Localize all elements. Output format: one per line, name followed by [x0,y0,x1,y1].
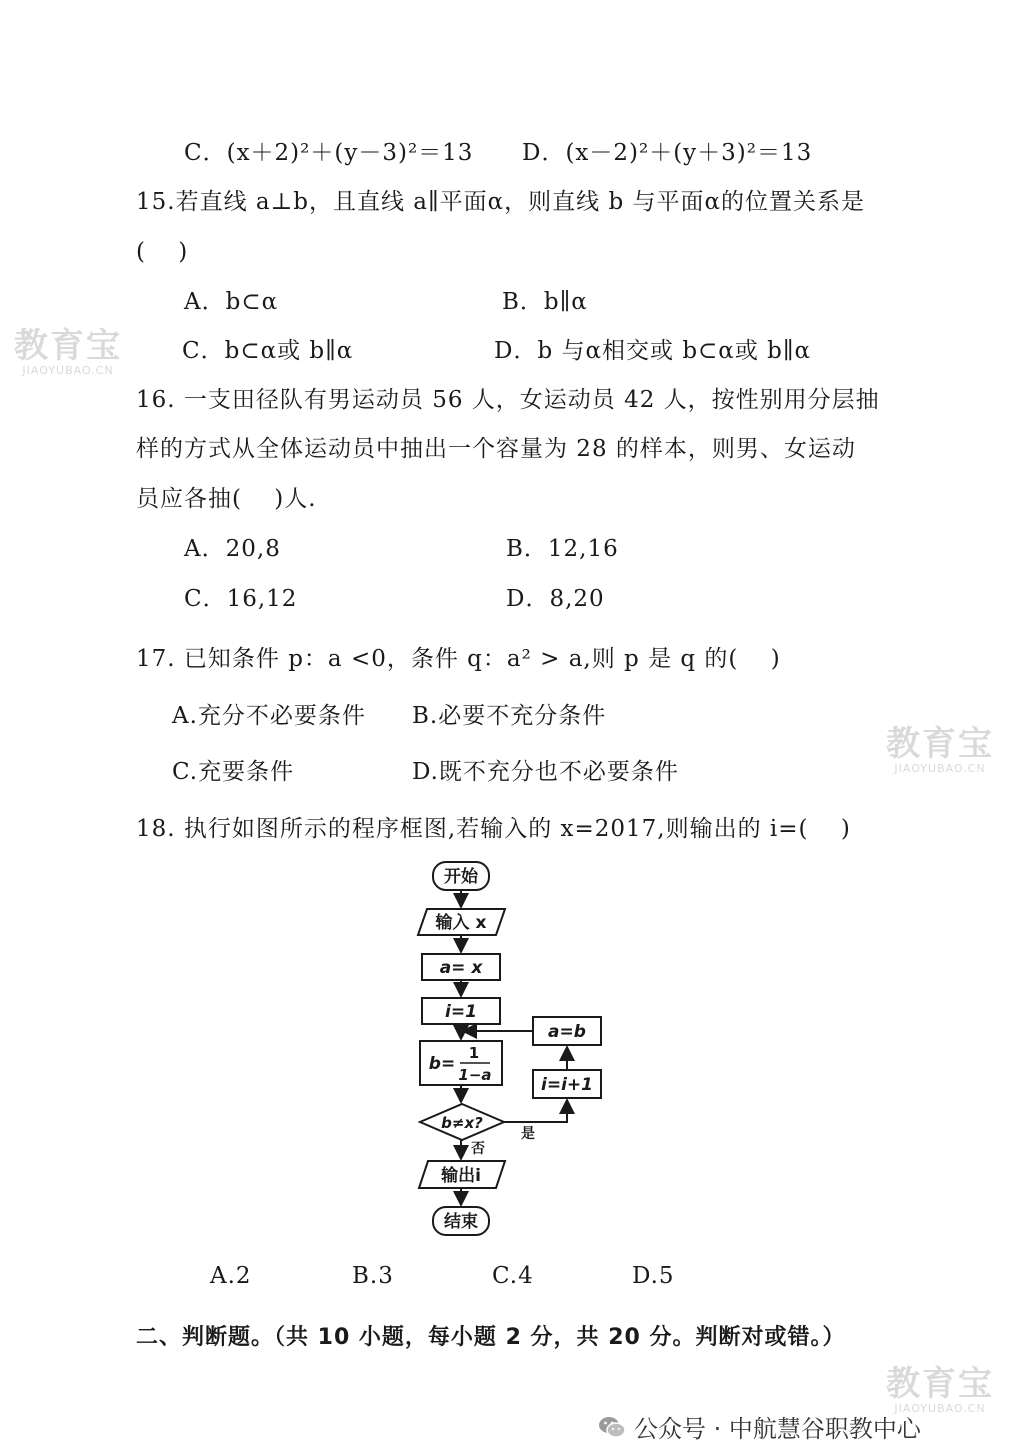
q15-option-a: A．b⊂α [184,289,279,315]
flow-yes-label: 是 [521,1126,535,1142]
flow-init-i-text: i=1 [445,1002,477,1022]
q17-option-c: C.充要条件 [172,759,295,785]
q16-line3: 员应各抽( )人. [136,486,317,512]
q15-paren: ( ) [136,239,189,265]
q15-option-b: B．b∥α [502,289,588,315]
q16-option-c: C．16,12 [184,586,298,612]
q18-option-b: B.3 [352,1263,394,1289]
q17-option-b: B.必要不充分条件 [412,703,607,729]
flow-output-text: 输出i [441,1166,481,1186]
q16-line1: 16. 一支田径队有男运动员 56 人，女运动员 42 人，按性别用分层抽 [136,387,880,413]
flow-assign-a-text: a= x [439,958,483,978]
flow-update-text: a=b [548,1022,586,1042]
q16-option-d: D．8,20 [506,586,605,612]
flow-b-numerator: 1 [468,1044,480,1062]
q15-stem: 15.若直线 a⊥b，且直线 a∥平面α，则直线 b 与平面α的位置关系是 [136,189,866,215]
flow-start-text: 开始 [444,867,478,887]
wechat-icon [598,1415,626,1439]
flow-decision-text: b≠x? [441,1114,483,1132]
q16-line2: 样的方式从全体运动员中抽出一个容量为 28 的样本，则男、女运动 [136,436,856,462]
section-2-heading: 二、判断题。（共 10 小题，每小题 2 分，共 20 分。判断对或错。） [136,1325,846,1350]
q17-stem: 17. 已知条件 p：a <0，条件 q：a² > a,则 p 是 q 的( ) [136,646,781,672]
q18-option-c: C.4 [492,1263,534,1289]
footer-text: 公众号 · 中航慧谷职教中心 [634,1415,921,1443]
flow-incr-text: i=i+1 [541,1075,593,1095]
q14-option-d: D．(x－2)²＋(y＋3)²＝13 [522,140,813,166]
flow-no-label: 否 [471,1141,485,1157]
flow-end-text: 结束 [444,1212,478,1232]
q18-option-a: A.2 [210,1263,252,1289]
flow-b-label: b= [428,1054,456,1074]
q14-option-c: C．(x＋2)²＋(y－3)²＝13 [184,140,474,166]
flow-input-text: 输入 x [435,913,487,933]
flow-b-denominator: 1−a [458,1066,492,1084]
watermark-right: 教育宝 JIAOYUBAO.CN [886,724,994,775]
watermark-left: 教育宝 JIAOYUBAO.CN [14,326,122,377]
q16-option-a: A．20,8 [184,536,281,562]
flowchart [400,850,620,1245]
q16-option-b: B．12,16 [506,536,619,562]
q17-option-d: D.既不充分也不必要条件 [412,759,679,785]
q15-option-d: D．b 与α相交或 b⊂α或 b∥α [494,338,812,364]
q18-stem: 18. 执行如图所示的程序框图,若输入的 x=2017,则输出的 i=( ) [136,816,851,842]
q15-option-c: C．b⊂α或 b∥α [182,338,354,364]
q18-option-d: D.5 [632,1263,675,1289]
q17-option-a: A.充分不必要条件 [172,703,366,729]
watermark-bottom: 教育宝 JIAOYUBAO.CN [886,1364,994,1415]
